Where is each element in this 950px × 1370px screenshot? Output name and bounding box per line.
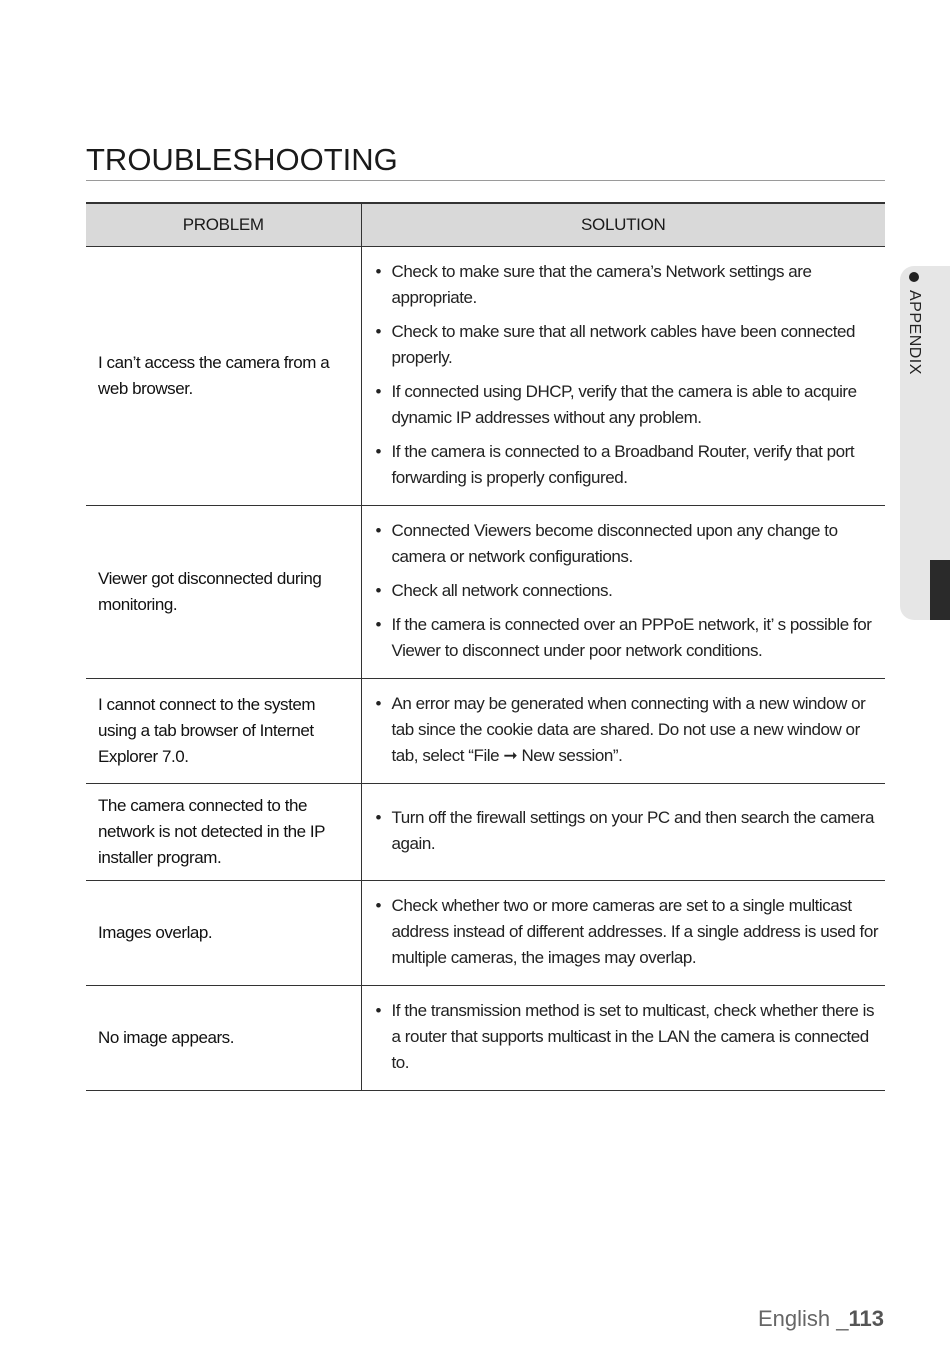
appendix-label-text: APPENDIX <box>906 290 923 375</box>
solution-text: Turn off the firewall settings on your PC and then search the camera again. <box>391 808 875 853</box>
solution-cell <box>361 679 885 784</box>
page-footer <box>758 1306 884 1332</box>
solution-cell <box>361 247 885 506</box>
solution-item <box>375 893 886 971</box>
bullet-icon: • <box>375 521 382 540</box>
solution-item <box>375 379 886 431</box>
table-row <box>86 881 885 986</box>
solution-text: If the camera is connected to a Broadband Router, verify that port forwarding is properly configured. <box>391 442 855 487</box>
bullet-icon: • <box>375 896 382 915</box>
bullet-icon: • <box>375 1001 382 1020</box>
solution-cell <box>361 784 885 881</box>
solution-text: An error may be generated when connecting with a new window or tab since the cookie data are shared. Do not use a new window or tab, select “File ➞ New session”. <box>391 694 866 765</box>
solution-item <box>375 439 886 491</box>
bullet-icon: • <box>375 322 382 341</box>
problem-cell: Viewer got disconnected during monitoring. <box>86 506 361 679</box>
solution-item <box>375 319 886 371</box>
table-header-row <box>86 203 885 247</box>
solution-item <box>375 612 886 664</box>
bullet-icon: • <box>375 694 382 713</box>
problem-cell: Images overlap. <box>86 881 361 986</box>
solution-list <box>375 998 886 1076</box>
page-number: 113 <box>848 1306 884 1331</box>
bullet-icon: • <box>375 442 382 461</box>
solution-text: Check whether two or more cameras are set to a single multicast address instead of different addresses. If a single address is used for multiple cameras, the images may overlap. <box>391 896 879 967</box>
appendix-tab-label <box>899 272 929 402</box>
title-divider <box>86 180 885 181</box>
solution-text: Check to make sure that the camera’s Network settings are appropriate. <box>391 262 812 307</box>
solution-text: If connected using DHCP, verify that the camera is able to acquire dynamic IP addresses without any problem. <box>391 382 857 427</box>
solution-cell <box>361 881 885 986</box>
table-row <box>86 506 885 679</box>
page-title: TROUBLESHOOTING <box>86 142 398 177</box>
solution-item <box>375 518 886 570</box>
problem-cell: No image appears. <box>86 986 361 1091</box>
solution-text: Connected Viewers become disconnected upon any change to camera or network configurations. <box>391 521 838 566</box>
table-row <box>86 679 885 784</box>
solution-list <box>375 805 886 857</box>
bullet-icon: • <box>375 808 382 827</box>
troubleshooting-table <box>86 202 885 1091</box>
solution-item <box>375 805 886 857</box>
problem-cell: I cannot connect to the system using a tab browser of Internet Explorer 7.0. <box>86 679 361 784</box>
solution-cell <box>361 986 885 1091</box>
solution-list <box>375 259 886 491</box>
bullet-icon: • <box>375 262 382 281</box>
table-row <box>86 784 885 881</box>
solution-text: Check to make sure that all network cables have been connected properly. <box>391 322 855 367</box>
solution-cell <box>361 506 885 679</box>
bullet-icon: • <box>375 615 382 634</box>
bullet-dot-icon <box>909 272 919 282</box>
solution-text: If the transmission method is set to multicast, check whether there is a router that supports multicast in the LAN the camera is connected to. <box>391 1001 874 1072</box>
solution-list <box>375 691 886 769</box>
side-tab-marker <box>930 560 950 620</box>
column-header-problem: PROBLEM <box>86 203 361 247</box>
footer-language: English _ <box>757 1306 849 1331</box>
solution-item <box>375 578 886 604</box>
solution-list <box>375 893 886 971</box>
solution-item <box>375 691 886 769</box>
solution-item <box>375 998 886 1076</box>
problem-cell: I can’t access the camera from a web browser. <box>86 247 361 506</box>
table-row <box>86 986 885 1091</box>
bullet-icon: • <box>375 581 382 600</box>
table-row <box>86 247 885 506</box>
column-header-solution: SOLUTION <box>361 203 885 247</box>
solution-text: If the camera is connected over an PPPoE network, it’ s possible for Viewer to disconnect under poor network conditions. <box>391 615 872 660</box>
solution-item <box>375 259 886 311</box>
solution-text: Check all network connections. <box>391 581 613 600</box>
problem-cell: The camera connected to the network is not detected in the IP installer program. <box>86 784 361 881</box>
solution-list <box>375 518 886 664</box>
bullet-icon: • <box>375 382 382 401</box>
